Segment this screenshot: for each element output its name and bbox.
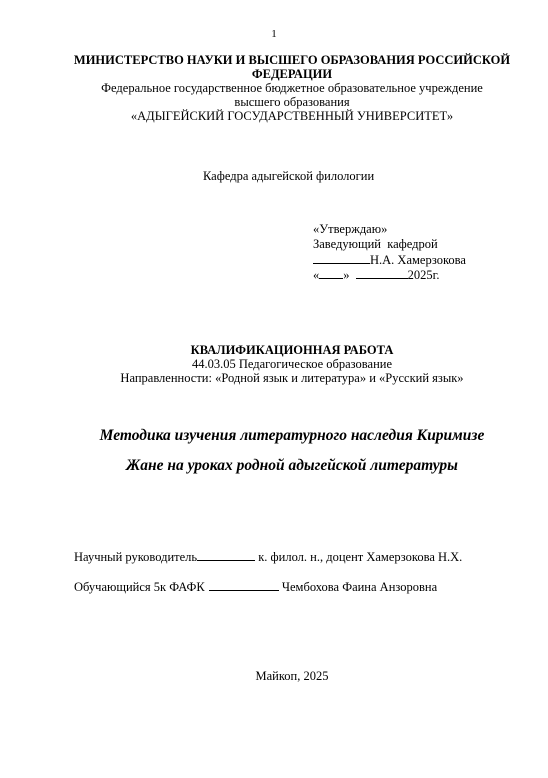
page-number: 1 xyxy=(271,28,277,40)
student-line xyxy=(74,579,437,594)
approval-head-name: Н.А. Хамерзокова xyxy=(370,253,466,267)
approval-position: Заведующий кафедрой xyxy=(313,237,438,251)
student-signature-blank xyxy=(209,579,279,591)
date-day-blank xyxy=(319,267,343,279)
institution-line-1: Федеральное государственное бюджетное образовательное учреждение xyxy=(101,81,483,95)
ministry-line-1: МИНИСТЕРСТВО НАУКИ И ВЫСШЕГО ОБРАЗОВАНИЯ РОССИЙСКОЙ xyxy=(73,53,511,67)
approval-approve: «Утверждаю» xyxy=(313,222,388,236)
city-year: Майкоп, 2025 xyxy=(255,669,329,683)
supervisor-signature-blank xyxy=(197,549,255,561)
work-title-line-2: Жане на уроках родной адыгейской литературы xyxy=(126,457,458,474)
work-direction: Направленности: «Родной язык и литература» и «Русский язык» xyxy=(120,371,464,385)
approval-signature-line xyxy=(313,252,466,267)
work-title-line-1: Методика изучения литературного наследия Киримизе xyxy=(99,427,485,444)
student-label: Обучающийся 5к ФАФК xyxy=(74,580,205,594)
date-month-blank xyxy=(356,267,408,279)
work-code: 44.03.05 Педагогическое образование xyxy=(191,357,393,371)
department-name: Кафедра адыгейской филологии xyxy=(203,169,375,183)
supervisor-line xyxy=(74,549,462,564)
supervisor-details: к. филол. н., доцент Хамерзокова Н.Х. xyxy=(255,550,463,564)
date-open-quote: « xyxy=(313,268,320,282)
date-close-quote: » xyxy=(343,268,350,282)
work-type: КВАЛИФИКАЦИОННАЯ РАБОТА xyxy=(190,343,394,357)
university-name: «АДЫГЕЙСКИЙ ГОСУДАРСТВЕННЫЙ УНИВЕРСИТЕТ» xyxy=(130,109,454,123)
signature-blank xyxy=(313,252,370,264)
approval-date-line xyxy=(313,267,439,282)
institution-line-2: высшего образования xyxy=(234,95,350,109)
student-details: Чембохова Фаина Анзоровна xyxy=(278,580,438,594)
supervisor-label: Научный руководитель xyxy=(74,550,198,564)
ministry-line-2: ФЕДЕРАЦИИ xyxy=(251,67,333,81)
approval-year: 2025г. xyxy=(407,268,440,282)
